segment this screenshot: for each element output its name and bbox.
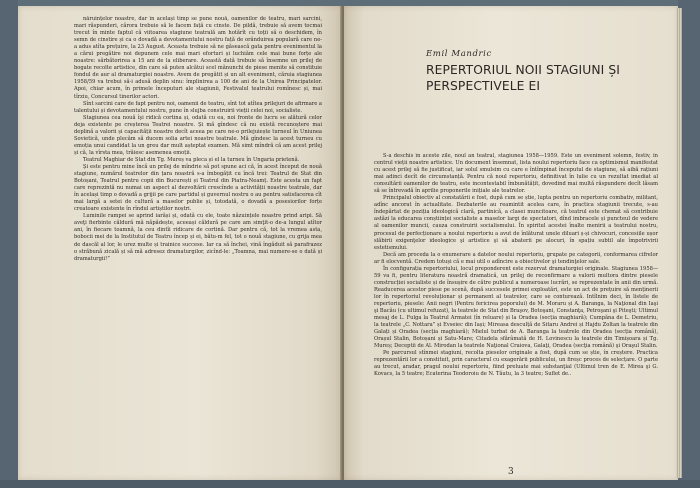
right-paragraph: S-a deschis în aceste zile, noul an teatral, stagiunea 1958—1959. Este un eveniment solemn, festiv, în centrul vieții noastre artistice. Un document însemnat, lista noului repertoriu face ca optimismul manifestat cu acest prilej să fie justificat, iar solul smulsim cu care e întîmpinat începutul de stagiune, să aibă rațiuni mai adinci decît de circumstanță. Pentru că noul repertoriu, definitivat în lulie cu un rezultat imediat al consultării oamenilor de teatru, este incontestabil îmbunătățit, dovedind mai multă răspundere decît lăsam să se întrevadă în aprilie proponerile inițiale ale teatrelor. bbox=[374, 153, 658, 195]
right-paragraph: Decă am proceda la o enumerare a datelor noului repertoriu, grupate pe categorii, conformarea cifrelor ar fi elocventă. Credem totuși că e mai util o adîncire a obiectivelor şi tendinţelor sale. bbox=[374, 251, 658, 265]
left-page bbox=[18, 6, 342, 480]
page-number: 3 bbox=[508, 467, 514, 477]
right-paragraph: În configurația repertoriului, locul preponderent este rezervat dramaturgiei originale. Stagiunea 1958—59 va fi, pentru literatura noastră dramatică, un prilej de reconfirmare a valorii multora dintre piesele construcției socialiste și de însușire de către publicul a numeroase lucrări, se reprezentate în anii din urmă. Readucerea acestor piese pe scenă, după succesele primei exploatări, este un act de prețuire să menținerii lor în repertoriul revoluționar și permanent al teatrelor, care se conturează. Intîlnim deci, în listele de repertoriu, piesele: Anii negri (Pentru fericirea poporului) de M. Moraru și A. Baranga, la Naţional din Iaşi şi Bacău (cu ultimul refuzat), la teatrele de Stat din Braşov, Botoşani, Constanţa, Petroşani şi Piteşti; Ultimul mesaj de L. Fulga la Teatrul Armatei (în reluare) și la Oradea (secția maghiară); Cumpăna de L. Demetriu, la teatrele „C. Nottara” și Evseiec din Iași; Mireasa desculță de Sitaru Andrei și Hajdu Zoltan la teatrele din Galați și Oradea (secția maghiară); Mielul turbat de A. Baranga la teatrele din Oradea (secția română), Orașul Stalin, Botoșani și Satu-Mare; Citadela sfărâmată de H. Lovinescu la teatrele din Timișoara și Tg. Mureș; Deceptii de Al. Mirodan la teatrele Naţional Craiova, Galaţi, Oradea (secţia română) şi Oraşul Stalin. bbox=[374, 265, 658, 350]
article-author: Emil Mandric bbox=[426, 49, 492, 59]
left-paragraph: Sînt sarcini care de fapt pentru noi, oamenii de teatru, sînt tot atîtea prilejuri de afirmare a talentului și devotamentului nostru, pune în slujba construirii vieții celei noi, socialiste. bbox=[74, 100, 322, 114]
left-page-text bbox=[74, 16, 322, 476]
book-cover-left-edge bbox=[0, 0, 18, 488]
right-paragraph: Pe parcursul stînmei stagiuni, recolta pieselor originale a fost, după cum se știe, în creștere. Practica reprezentării lor a constituit, prin caracterul cu exagerării publicului, un fireșc proces de selecțare. O parte au trecut, aradar, pragul noului repertoriu, fiind preluate mai substanţial (Ultimul tren de E. Mirea şi G. Kovacs, la 5 teatre; Ecaterina Teodoroiu de N. Tăutu, la 3 teatre; Suflet de.. bbox=[374, 350, 658, 378]
book-cover-bottom-edge bbox=[0, 480, 700, 488]
left-paragraph: Teatrul Maghiar de Stat din Tg. Mureș va pleca și el la turneu în Ungaria prietenă. bbox=[83, 156, 300, 163]
left-paragraph: Luminile rampei se aprind iarăși și, odată cu ele, toate năzuințele noastre prind aripi. Să aveţi fierbinte căldură mă năpădește, aceeași căldură pe care am simţit-o de-a lungul atîtor ani, în fiecare toamnă, la ceu dintîi ridicare de cortină. Dar pentru că, tot la vremea asta, bobocii mei de la Institutul de Teatru încep și ei, bătu-m fel, tot o nouă stagiune, cu grija mea de dascăl al lor, le urez multe și trainice succese. Iar ca să închei, vină îngăduit să parafrazez o străbună zicală și să mă adresez dramaturgilor, zicînd-le: „Toamna, mai numere-se o dată și dramaturgii!” bbox=[74, 213, 322, 262]
article-title: REPERTORIUL NOII STAGIUNI ȘI PERSPECTIVELE EI bbox=[426, 63, 620, 93]
right-page-text bbox=[374, 153, 658, 453]
left-paragraph: Și este pentru mine încă un prilej de mîndrie să pot spune aci că, în acest început de nouă stagiune, numărul teatrelor din țara noastră s-a îmbogățit cu încă trei: Teatrul de Stat din Botoșani, Teatrul pentru copii din București și Teatrul din Piatra-Neamț. Este acesta un fapt care reprezintă nu numai un aspect al dezvoltării crescînde a activității noastre teatrale, dar în același timp o dovadă a grijii pe care partidul și guvernul nostru o au pentru satisfacerea cît mai largă a setei de cultură a maselor publie și, totodată, o dovadă a posesiorilor forțe creatoare existente în rîndul artiștilor noștri. bbox=[74, 163, 322, 213]
right-paragraph: Principalul obiectiv al constatării e fost, după cum se știe, lupta pentru un repertoriu combativ, militant, adînc ancorat în actualitate. Dezbaterile au reamintit acelea care, în practica stagiunii trecute, s-au îndepărtat de poziția ideologică clară, partinică, a clasei muncitoare, că teatrul este chemat să contribuie astăzi la educarea conștiinței socialiste a maselor largi de spectatori, dînd imbracele și puncteul de vedere al oamenilor muncii, cauza construirii socialismului. În spiritul acestei înalte menirii a teatrului nostru, procesul de perfecționare a noului repertoriu a avut de înlăturat unele diluari ș-și chivocuri, concesiile ușor slăbirii exigenţelor ideologice şi artistice şi să abaterii pe alocuri, în spațiu subtil ale împotrivirii estetismului. bbox=[374, 195, 658, 251]
right-page bbox=[344, 6, 678, 480]
left-paragraph: năruințelor noastre, dar în același timp se pune nouă, oamenilor de teatru, mari sarcini, mari răspunderi, cărora trebuie să le facem față cu cinste. De pildă, trebuie să avem tocmai trecut în minte faptul că viitoarea stagiune teatrală am hotărît cu toții să o deschidem, în semn de cinstire și ca o dovadă a devotamentului nostru față de orânduirea populară care ne-a adus atîta prețuire, la 23 August. Aceasta trebuie să ne găsească gata pentru evenimentul la a cărui pregătire noi depunem cele mai mari eforturi și luchiăm cele mai bune forțe ale noastre: sărbătorirea a 15 ani de la eliberare. Această dată trebuie să însemne un prilej de bogate recolte artistice, din care să puten alcătui scel mănunchi de piese menite să constituie fondul de aur al dramaturgiei noastre. Avem de pregătit și un alt eveniment, căruia stagiunea 1958/59 va trebui să-i adusă deplin sinu: împlinirea a 100 de ani de la Unirea Principatelor. Apoi, chiar acum, în primele începuturi ale stagiunii, Festivalul teatrului romînesc și, mai tîrziu, Concursul tinerilor actori. bbox=[74, 16, 322, 100]
left-paragraph: Stagiunea cea nouă îşi ridică cortina și, odată cu ea, noi fronte de lucru se alătură celor deja existente pe creșterea Teatrei noastre. Și mă gîndesc că nu există recunoștere mai deplină a valorii și capacității noastre decît aceea pe care ne-o prilejuiește turneul în Uniunea Sovietică, unde plecăm să ducem solia artei noastre teatrale. Mă gîndesc la acest turneu cu emoția unui candidat la un greu dar mult așteptat examen. Mă simt mîndră că am acest prilej și că, la vîrsta mea, trăiesc asemenea emoții. bbox=[74, 114, 322, 156]
page-edges bbox=[676, 8, 682, 478]
